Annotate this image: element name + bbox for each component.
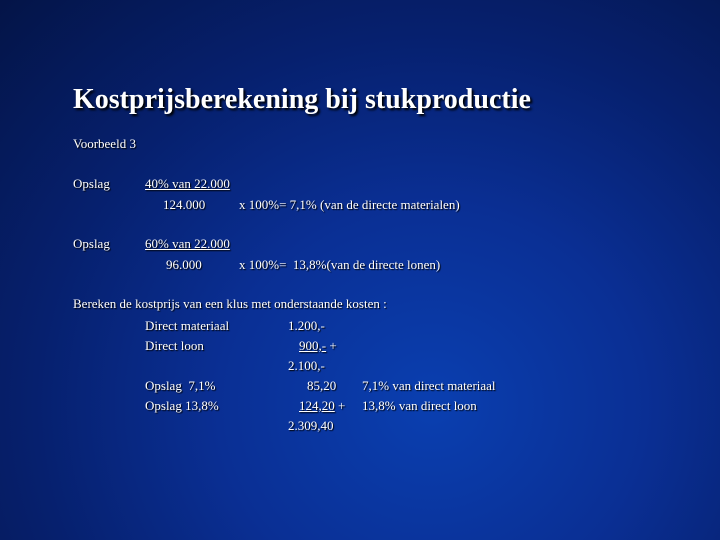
calc-row2-amount: [299, 338, 337, 354]
calc-row2-label: Direct loon: [145, 338, 204, 353]
page-title: Kostprijsberekening bij stukproductie: [73, 84, 531, 115]
calc-row3-value: 85,20: [307, 378, 337, 393]
example-subtitle: Voorbeeld 3: [73, 136, 136, 151]
calc-row1-label: Direct materiaal: [145, 318, 230, 333]
calc-total: 2.309,40: [288, 418, 334, 433]
calc-row2-operator: +: [326, 338, 337, 353]
calc-row3-label: Opslag 7,1%: [145, 378, 216, 393]
calc-row1-value: 1.200,-: [288, 318, 325, 333]
calc-row4-operator: +: [334, 398, 346, 413]
calc-row3-note: 7,1% van direct materiaal: [362, 378, 496, 393]
opslag2-denominator: 96.000: [166, 257, 202, 272]
opslag2-numerator: 60% van 22.000: [145, 236, 230, 251]
calc-row4-value: 124,20: [299, 398, 335, 413]
calc-row4-label: Opslag 13,8%: [145, 398, 219, 413]
opslag1-formula: x 100%= 7,1% (van de directe materialen): [239, 197, 460, 212]
assignment-text: Bereken de kostprijs van een klus met onderstaande kosten :: [73, 296, 387, 311]
calc-row2-value: 900,-: [299, 338, 327, 353]
calc-row4-amount: [299, 398, 345, 414]
opslag2-label: Opslag: [73, 236, 110, 251]
opslag2-formula: x 100%= 13,8%(van de directe lonen): [239, 257, 441, 272]
opslag1-label: Opslag: [73, 176, 110, 191]
opslag1-denominator: 124.000: [163, 197, 206, 212]
opslag1-numerator: 40% van 22.000: [145, 176, 230, 191]
calc-row4-note: 13,8% van direct loon: [362, 398, 477, 413]
calc-subtotal: 2.100,-: [288, 358, 325, 373]
